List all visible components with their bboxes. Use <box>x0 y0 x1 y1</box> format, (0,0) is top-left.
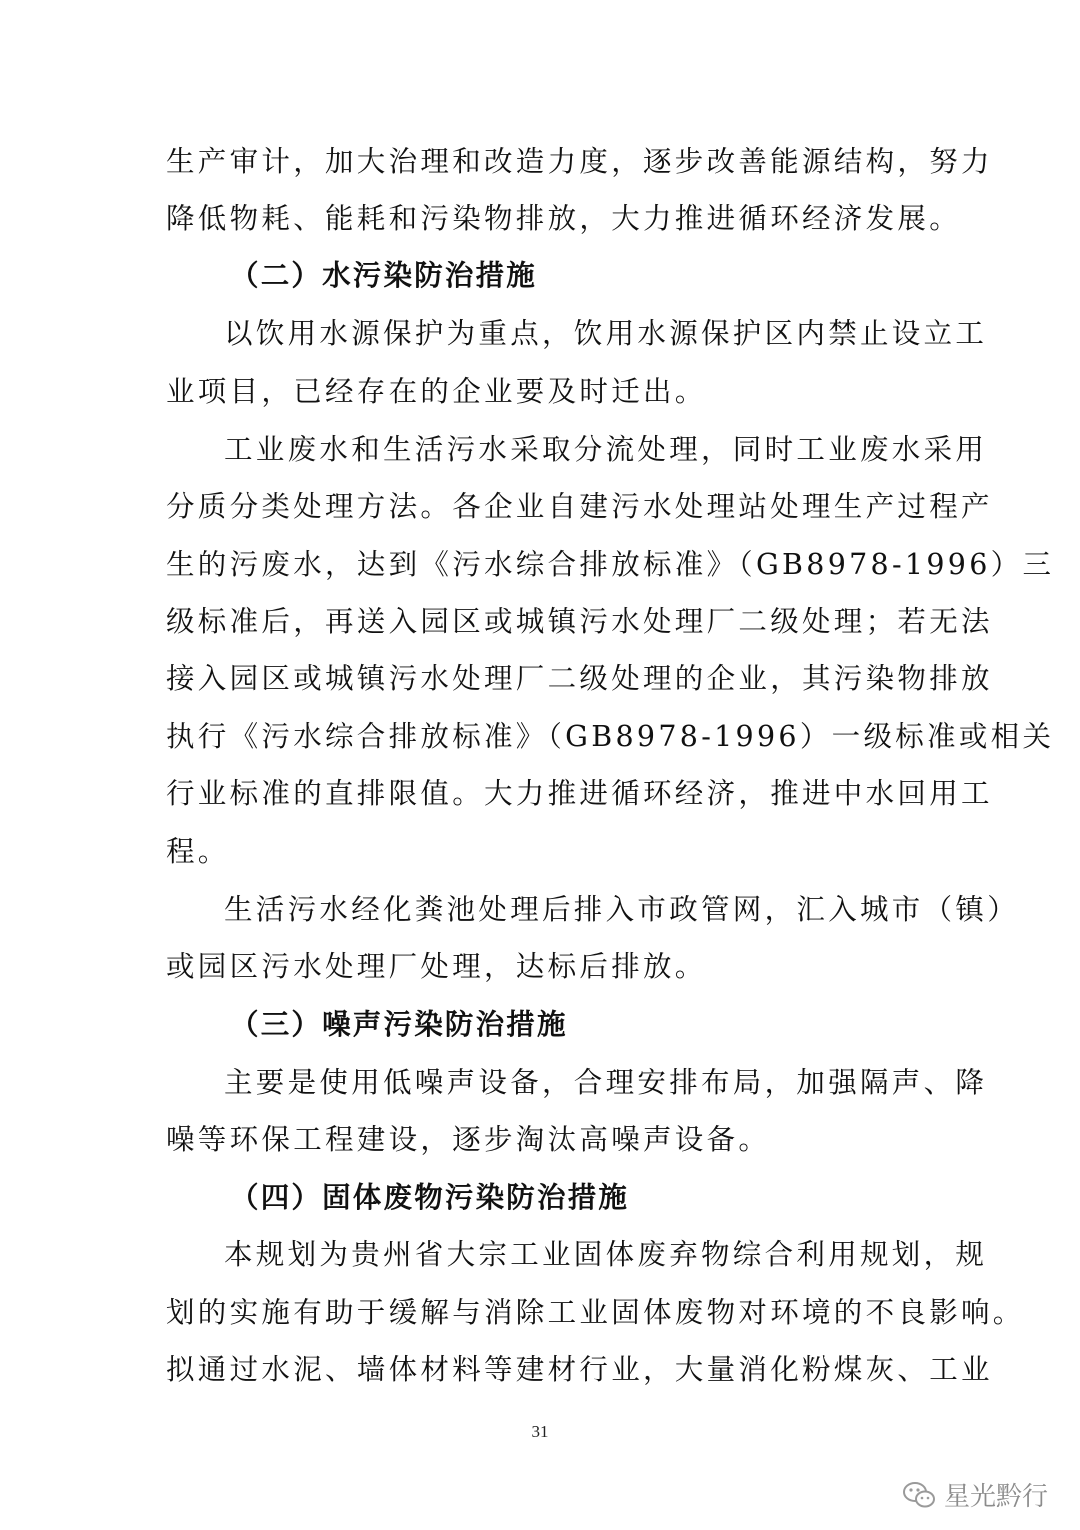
text-line: 或园区污水处理厂处理，达标后排放。 <box>166 950 707 983</box>
text-line: 噪等环保工程建设，逐步淘汰高噪声设备。 <box>166 1123 771 1156</box>
watermark <box>902 1476 1048 1513</box>
text-line: 生的污废水，达到《污水综合排放标准》（GB8978-1996）三 <box>166 548 1055 581</box>
watermark-text: 星光黔行 <box>943 1482 1048 1512</box>
section-heading-water: （二）水污染防治措施 <box>230 259 538 292</box>
text-line: 本规划为贵州省大宗工业固体废弃物综合利用规划，规 <box>224 1238 988 1271</box>
section-heading-solid-waste: （四）固体废物污染防治措施 <box>230 1181 630 1214</box>
text-line: 以饮用水源保护为重点，饮用水源保护区内禁止设立工 <box>224 317 988 350</box>
text-line: 程。 <box>166 835 230 868</box>
wechat-icon <box>902 1480 936 1510</box>
text-line: 拟通过水泥、墙体材料等建材行业，大量消化粉煤灰、工业 <box>166 1353 993 1386</box>
text-line: 工业废水和生活污水采取分流处理，同时工业废水采用 <box>224 433 988 466</box>
text-line: 降低物耗、能耗和污染物排放，大力推进循环经济发展。 <box>166 202 962 235</box>
page-number: 31 <box>531 1422 549 1441</box>
text-line: 分质分类处理方法。各企业自建污水处理站处理生产过程产 <box>166 490 993 523</box>
text-line: 生产审计，加大治理和改造力度，逐步改善能源结构，努力 <box>166 145 993 178</box>
text-line: 接入园区或城镇污水处理厂二级处理的企业，其污染物排放 <box>166 662 993 695</box>
text-line: 生活污水经化粪池处理后排入市政管网，汇入城市（镇） <box>224 893 1020 926</box>
text-line: 主要是使用低噪声设备，合理安排布局，加强隔声、降 <box>224 1066 988 1099</box>
text-line: 行业标准的直排限值。大力推进循环经济，推进中水回用工 <box>166 777 993 810</box>
text-line: 执行《污水综合排放标准》（GB8978-1996）一级标准或相关 <box>166 720 1055 753</box>
text-line: 级标准后，再送入园区或城镇污水处理厂二级处理；若无法 <box>166 605 993 638</box>
text-line: 划的实施有助于缓解与消除工业固体废物对环境的不良影响。 <box>166 1296 1025 1329</box>
text-line: 业项目，已经存在的企业要及时迁出。 <box>166 375 707 408</box>
section-heading-noise: （三）噪声污染防治措施 <box>230 1008 568 1041</box>
